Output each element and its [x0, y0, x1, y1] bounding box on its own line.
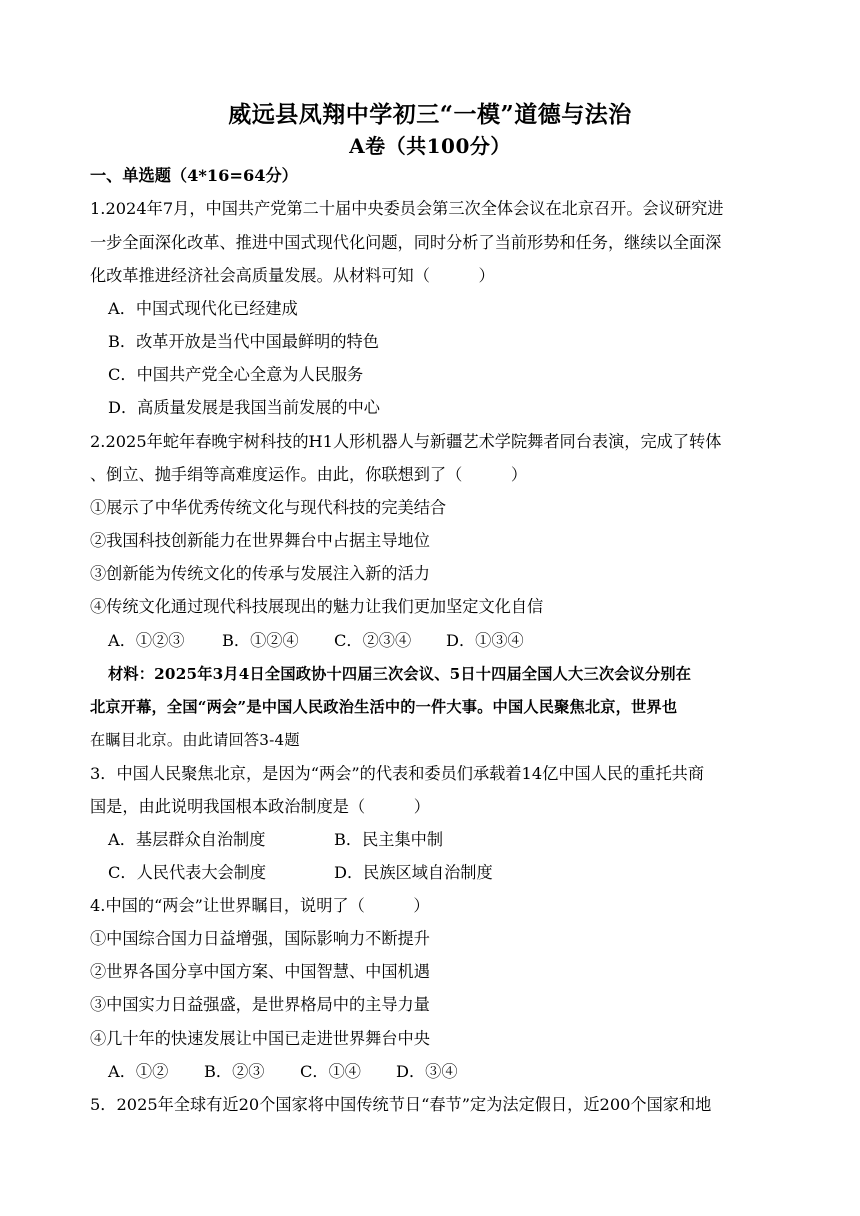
exam-subtitle: A卷（共100分）: [349, 134, 511, 158]
question-1-option-b: B．改革开放是当代中国最鲜明的特色: [108, 332, 379, 351]
question-3-stem-line: 3．中国人民聚焦北京，是因为“两会”的代表和委员们承载着14亿中国人民的重托共商: [90, 764, 705, 783]
section-heading: 一、单选题（4*16=64分）: [90, 166, 298, 185]
question-1-option-a: A．中国式现代化已经建成: [108, 299, 298, 318]
question-1-stem-line: 1.2024年7月，中国共产党第二十届中央委员会第三次全体会议在北京召开。会议研究进: [90, 199, 724, 218]
question-3-option-b: B．民主集中制: [334, 830, 444, 849]
question-2-statement-2: ②我国科技创新能力在世界舞台中占据主导地位: [90, 531, 430, 550]
question-4-statement-4: ④几十年的快速发展让中国已走进世界舞台中央: [90, 1029, 430, 1048]
question-2-statement-4: ④传统文化通过现代科技展现出的魅力让我们更加坚定文化自信: [90, 597, 544, 616]
material-line: 材料：2025年3月4日全国政协十四届三次会议、5日十四届全国人大三次会议分别在: [108, 665, 692, 683]
question-1-stem-line: 一步全面深化改革、推进中国式现代化问题，同时分析了当前形势和任务，继续以全面深: [90, 233, 722, 252]
material-line: 在瞩目北京。由此请回答3-4题: [90, 731, 300, 749]
question-3-option-d: D．民族区域自治制度: [334, 863, 493, 882]
question-1-option-c: C．中国共产党全心全意为人民服务: [108, 365, 364, 384]
question-4-option-a: A．①②: [108, 1062, 169, 1081]
question-4-stem-line: 4.中国的“两会”让世界瞩目，说明了（ ）: [90, 896, 430, 915]
question-2-option-a: A．①②③: [108, 631, 185, 650]
question-3-stem-line: 国是，由此说明我国根本政治制度是（ ）: [90, 797, 430, 816]
question-2-statement-1: ①展示了中华优秀传统文化与现代科技的完美结合: [90, 498, 447, 517]
question-3-option-c: C．人民代表大会制度: [108, 863, 267, 882]
question-4-statement-2: ②世界各国分享中国方案、中国智慧、中国机遇: [90, 962, 430, 981]
question-3-option-a: A．基层群众自治制度: [108, 830, 266, 849]
question-4-option-d: D．③④: [396, 1062, 458, 1081]
question-4-statement-1: ①中国综合国力日益增强，国际影响力不断提升: [90, 929, 430, 948]
question-2-statement-3: ③创新能为传统文化的传承与发展注入新的活力: [90, 564, 430, 583]
question-2-stem-line: 2.2025年蛇年春晚宇树科技的H1人形机器人与新疆艺术学院舞者同台表演，完成了转体: [90, 432, 722, 451]
question-2-option-c: C．②③④: [334, 631, 412, 650]
material-line: 北京开幕，全国“两会”是中国人民政治生活中的一件大事。中国人民聚焦北京，世界也: [90, 698, 678, 716]
question-4-statement-3: ③中国实力日益强盛，是世界格局中的主导力量: [90, 995, 430, 1014]
exam-title: 威远县凤翔中学初三“一模”道德与法治: [228, 101, 632, 128]
question-2-option-b: B．①②④: [222, 631, 299, 650]
question-4-option-c: C．①④: [300, 1062, 361, 1081]
question-1-stem-line: 化改革推进经济社会高质量发展。从材料可知（ ）: [90, 266, 495, 285]
question-2-option-d: D．①③④: [446, 631, 524, 650]
question-2-stem-line: 、倒立、抛手绢等高难度运作。由此，你联想到了（ ）: [90, 465, 528, 484]
question-5-stem-line: 5．2025年全球有近20个国家将中国传统节日“春节”定为法定假日，近200个国家和地: [90, 1095, 712, 1114]
question-4-option-b: B．②③: [204, 1062, 265, 1081]
question-1-option-d: D．高质量发展是我国当前发展的中心: [108, 398, 380, 417]
